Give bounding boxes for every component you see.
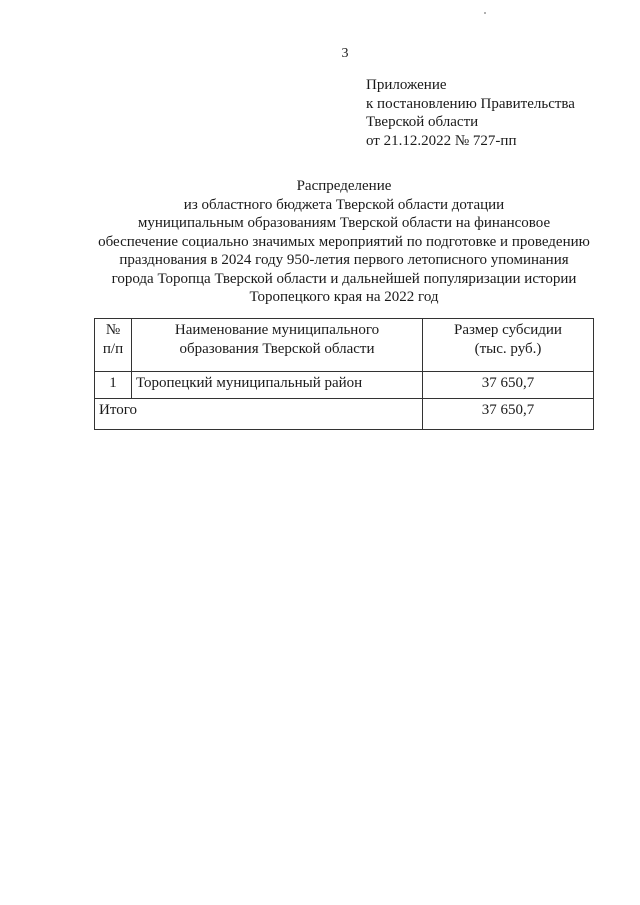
- total-row: [95, 399, 594, 430]
- total-label: Итого: [95, 399, 423, 430]
- document-title: [84, 177, 604, 307]
- row-number: 1: [95, 372, 132, 399]
- header-number-line2: п/п: [102, 340, 124, 357]
- header-number: [95, 319, 132, 372]
- header-subsidy: [423, 319, 594, 372]
- header-number-line1: №: [105, 322, 121, 338]
- header-subsidy-line1: Размер субсидии: [454, 322, 562, 338]
- appendix-line: к постановлению Правительства: [366, 95, 575, 112]
- appendix-block: [366, 76, 575, 150]
- page-number: 3: [341, 46, 349, 61]
- appendix-line: Приложение: [366, 77, 447, 93]
- header-municipality: [132, 319, 423, 372]
- title-line: из областного бюджета Тверской области дотации: [183, 196, 505, 213]
- row-municipality: Торопецкий муниципальный район: [132, 372, 423, 399]
- appendix-line: Тверской области: [366, 114, 479, 130]
- title-line: обеспечение социально значимых мероприятий по подготовке и проведению: [98, 233, 590, 250]
- table-row: [95, 372, 594, 399]
- title-line: празднования в 2024 году 950-летия первого летописного упоминания: [119, 252, 569, 268]
- title-line: муниципальным образованиям Тверской области на финансовое: [137, 215, 551, 231]
- title-line: города Торопца Тверской области и дальнейшей популяризации истории: [111, 270, 577, 287]
- table-header-row: [95, 319, 594, 372]
- scan-dot: [484, 12, 486, 14]
- header-municipality-line2: образования Тверской области: [179, 340, 375, 357]
- header-subsidy-line2: (тыс. руб.): [474, 340, 542, 357]
- header-municipality-line1: Наименование муниципального: [174, 322, 380, 338]
- distribution-table: [94, 318, 594, 430]
- total-amount: 37 650,7: [423, 399, 594, 430]
- row-amount: 37 650,7: [423, 372, 594, 399]
- title-line: Торопецкого края на 2022 год: [249, 289, 439, 305]
- title-line: Распределение: [296, 178, 392, 194]
- appendix-line: от 21.12.2022 № 727-пп: [366, 132, 517, 149]
